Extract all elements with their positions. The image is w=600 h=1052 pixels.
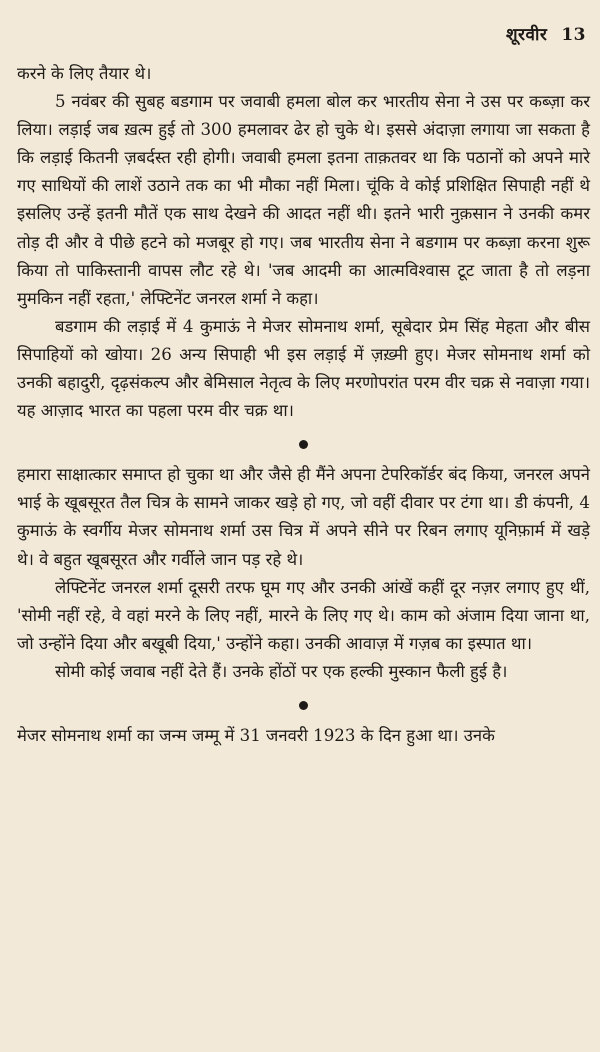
- section-separator: [17, 686, 590, 722]
- header-title: शूरवीर: [506, 25, 548, 45]
- paragraph: लेफ्टिनेंट जनरल शर्मा दूसरी तरफ घूम गए और उनकी आंखें कहीं दूर नज़र लगाए हुए थीं, 'सोमी नहीं रहे, वे वहां मरने के लिए नहीं, मारने के लिए गए थे। काम को अंजाम दिया जाना था, जो उन्होंने दिया और बखूबी दिया,' उन्होंने कहा। उनकी आवाज़ में गज़ब का इस्पात था।: [17, 577, 590, 653]
- paragraph: बडगाम की लड़ाई में 4 कुमाऊं ने मेजर सोमनाथ शर्मा, सूबेदार प्रेम सिंह मेहता और बीस सिपाहियों को खोया। 26 अन्य सिपाही भी इस लड़ाई में ज़ख़्मी हुए। मेजर सोमनाथ शर्मा को उनकी बहादुरी, दृढ़संकल्प और बेमिसाल नेतृत्व के लिए मरणोपरांत परम वीर चक्र से नवाज़ा गया। यह आज़ाद भारत का पहला परम वीर चक्र था।: [17, 316, 590, 421]
- paragraph: करने के लिए तैयार थे।: [17, 64, 152, 83]
- section-separator: [17, 425, 590, 461]
- paragraph: हमारा साक्षात्कार समाप्त हो चुका था और जैसे ही मैंने अपना टेपरिकॉर्डर बंद किया, जनरल अपने भाई के खूबसूरत तैल चित्र के सामने जाकर खड़े हो गए, जो वहीं दीवार पर टंगा था। डी कंपनी, 4 कुमाऊं के स्वर्गीय मेजर सोमनाथ शर्मा उस चित्र में अपने सीने पर रिबन लगाए यूनिफ़ार्म में खड़े थे। वे बहुत खूबसूरत और गर्वीले जान पड़ रहे थे।: [17, 465, 590, 569]
- bullet-dot-icon: [299, 440, 308, 449]
- paragraph: सोमी कोई जवाब नहीं देते हैं। उनके होंठों पर एक हल्की मुस्कान फैली हुई है।: [55, 661, 508, 681]
- paragraph: 5 नवंबर की सुबह बडगाम पर जवाबी हमला बोल कर भारतीय सेना ने उस पर कब्ज़ा कर लिया। लड़ाई जब ख़त्म हुई तो 300 हमलावर ढेर हो चुके थे। इससे अंदाज़ा लगाया जा सकता है कि लड़ाई कितनी ज़बर्दस्त रही होगी। जवाबी हमला इतना ताक़तवर था कि पठानों को अपने मारे गए साथियों की लाशें उठाने तक का भी मौका नहीं मिला। चूंकि वे कोई प्रशिक्षित सिपाही नहीं थे इसलिए उन्हें इतनी मौतें एक साथ देखने की आदत नहीं थी। इतने भारी नुक़सान ने उनकी कमर तोड़ दी और वे पीछे हटने को मजबूर हो गए। जब भारतीय सेना ने बडगाम पर कब्ज़ा करना शुरू किया तो पाकिस्तानी वापस लौट रहे थे। 'जब आदमी का आत्मविश्वास टूट जाता है तो लड़ना मुमकिन नहीं रहता,' लेफ्टिनेंट जनरल शर्मा ने कहा।: [17, 92, 590, 308]
- bullet-dot-icon: [299, 701, 308, 710]
- page-number: 13: [561, 25, 586, 45]
- running-header: [506, 22, 586, 45]
- paragraph: मेजर सोमनाथ शर्मा का जन्म जम्मू में 31 जनवरी 1923 के दिन हुआ था। उनके: [17, 725, 495, 745]
- body-text: [17, 60, 590, 750]
